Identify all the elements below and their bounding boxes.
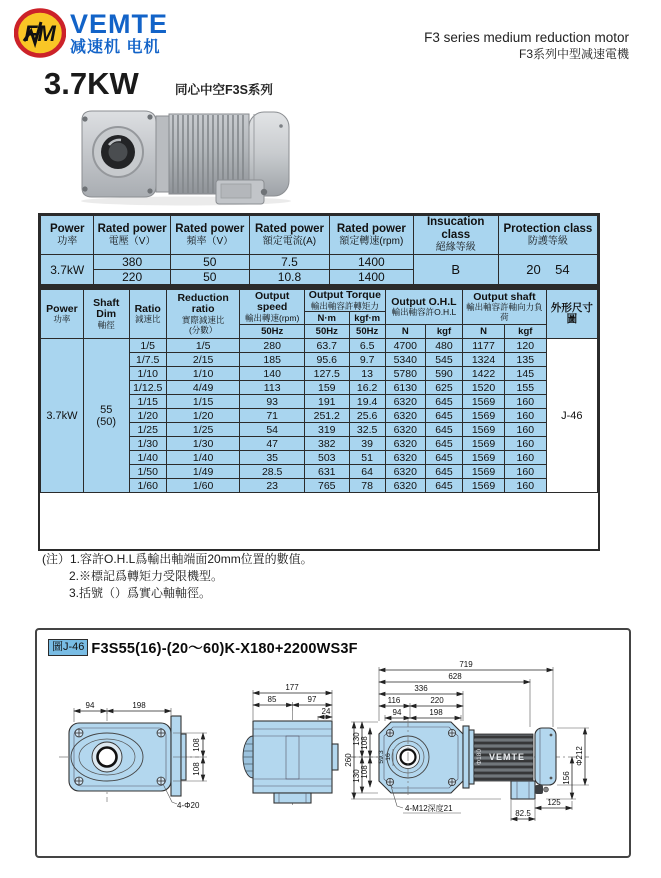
shaft-kgf-cell: 160 [504,409,546,423]
note-line: 3.括號（）爲實心軸軸徑。 [69,586,212,600]
output-speed-cell: 23 [240,479,305,493]
ohl-kgf-cell: 645 [425,437,462,451]
spec-table [40,215,598,285]
side-view [243,683,338,808]
dim-label: 198 [429,708,443,717]
torque-nm-cell: 319 [304,423,349,437]
ohl-n-cell: 6320 [385,423,425,437]
torque-nm-cell: 191 [304,395,349,409]
dim-label: 85 [267,695,277,704]
ratio-cell: 1/40 [129,451,166,465]
shaft-kgf-cell: 160 [504,437,546,451]
shaft-kgf-cell: 120 [504,339,546,353]
reduction-ratio-cell: 1/30 [166,437,240,451]
dim-label: Φ212 [575,746,584,766]
header-protection: Protection class 防護等級 [498,216,597,255]
shaft-kgf-cell: 160 [504,423,546,437]
current-value: 7.5 [249,255,329,270]
ohl-n-cell: 6320 [385,437,425,451]
torque-nm-cell: 251.2 [304,409,349,423]
dim-label: 108 [192,762,201,776]
dim-label: 108 [192,738,201,752]
frequency-value: 50 [170,270,249,285]
shaft-n-cell: 1177 [463,339,505,353]
brand-logo [14,8,168,58]
output-speed-cell: 54 [240,423,305,437]
header-n: N [385,325,425,339]
torque-nm-cell: 63.7 [304,339,349,353]
shaft-n-cell: 1569 [463,451,505,465]
shaft-n-cell: 1569 [463,437,505,451]
dim-label: 628 [448,672,462,681]
header-power: Power 功率 [41,216,94,255]
reduction-ratio-cell: 4/49 [166,381,240,395]
performance-table-wrapper [38,287,600,551]
frequency-value: 50 [170,255,249,270]
dim-label: 82.5 [515,809,531,818]
torque-nm-cell: 503 [304,451,349,465]
header-speed: Rated power 額定轉速(rpm) [330,216,414,255]
series-title-zh: F3系列中型减速電機 [518,46,629,61]
dim-label: 156 [562,771,571,785]
torque-kgfm-cell: 39 [349,437,385,451]
shaft-kgf-cell: 160 [504,395,546,409]
header-50hz: 50Hz [304,325,349,339]
dim-label: 94 [392,708,402,717]
ohl-n-cell: 5340 [385,353,425,367]
dimension-drawing [41,656,625,852]
dim-label: 177 [285,683,299,692]
header-nm: N·m [304,312,349,325]
ohl-n-cell: 6320 [385,395,425,409]
dim-label: 108 [360,736,369,750]
ohl-kgf-cell: 645 [425,479,462,493]
power-title: 3.7KW [44,66,139,101]
ohl-kgf-cell: 645 [425,423,462,437]
shaft-kgf-cell: 160 [504,465,546,479]
reduction-ratio-cell: 1/20 [166,409,240,423]
output-speed-cell: 280 [240,339,305,353]
ohl-n-cell: 6320 [385,479,425,493]
shaft-n-cell: 1520 [463,381,505,395]
product-photo [68,104,300,206]
speed-value: 1400 [330,255,414,270]
header-current: Rated power 額定電流(A) [249,216,329,255]
reduction-ratio-cell: 1/60 [166,479,240,493]
torque-kgfm-cell: 25.6 [349,409,385,423]
output-speed-cell: 28.5 [240,465,305,479]
torque-nm-cell: 382 [304,437,349,451]
series-title-en: F3 series medium reduction motor [424,30,629,45]
output-speed-cell: 185 [240,353,305,367]
dim-label: 108 [360,765,369,779]
ohl-kgf-cell: 645 [425,409,462,423]
header-output-speed: Output speed 輸出轉速(rpm) [240,290,305,325]
spec-row-380v [41,255,598,270]
ohl-n-cell: 4700 [385,339,425,353]
brand-tagline: 减速机 电机 [70,38,161,56]
header-output-shaft: Output shaft 輸出軸容許軸向力負荷 [463,290,547,325]
shaft-n-cell: 1422 [463,367,505,381]
shaft-n-cell: 1324 [463,353,505,367]
torque-nm-cell: 127.5 [304,367,349,381]
ohl-kgf-cell: 645 [425,451,462,465]
dim-label: 130 [352,732,361,746]
svg-text:FM: FM [24,21,56,46]
dim-label: 260 [344,753,353,767]
logo-mark-icon [14,8,66,58]
ratio-cell: 1/15 [129,395,166,409]
torque-kgfm-cell: 32.5 [349,423,385,437]
header-ratio: Ratio 減速比 [129,290,166,339]
perf-row [41,339,598,353]
figure-label: 圖J-46 [48,639,88,656]
spec-table-wrapper [38,213,600,287]
ratio-cell: 1/20 [129,409,166,423]
shaft-kgf-cell: 145 [504,367,546,381]
dim-label: 4-Φ20 [177,801,200,810]
dim-label: 130 [352,769,361,783]
output-speed-cell: 93 [240,395,305,409]
series-titles [424,30,629,62]
perf-table-body [41,339,598,493]
dim-label: 198 [132,701,146,710]
ohl-n-cell: 6320 [385,451,425,465]
torque-kgfm-cell: 6.5 [349,339,385,353]
torque-kgfm-cell: 19.4 [349,395,385,409]
torque-kgfm-cell: 9.7 [349,353,385,367]
header-shaft-dim: Shaft Dim 軸徑 [83,290,129,339]
torque-kgfm-cell: 64 [349,465,385,479]
ratio-cell: 1/10 [129,367,166,381]
table-empty-area [40,493,598,549]
ratio-cell: 1/12.5 [129,381,166,395]
shaft-kgf-cell: 160 [504,451,546,465]
dim-label: 116 [387,696,401,705]
ohl-kgf-cell: 480 [425,339,462,353]
ohl-kgf-cell: 545 [425,353,462,367]
ratio-cell: 1/7.5 [129,353,166,367]
dim-label: 4-M12深度21 [405,804,453,813]
ohl-kgf-cell: 625 [425,381,462,395]
reduction-ratio-cell: 1/5 [166,339,240,353]
output-speed-cell: 113 [240,381,305,395]
outline-ref-cell: J-46 [546,339,597,493]
torque-nm-cell: 95.6 [304,353,349,367]
ratio-cell: 1/5 [129,339,166,353]
voltage-value: 380 [94,255,170,270]
performance-table [40,289,598,493]
output-speed-cell: 35 [240,451,305,465]
shaft-kgf-cell: 160 [504,479,546,493]
ratio-cell: 1/25 [129,423,166,437]
header-power: Power 功率 [41,290,84,339]
output-speed-cell: 47 [240,437,305,451]
reduction-ratio-cell: 2/15 [166,353,240,367]
header-kgfm: kgf·m [349,312,385,325]
header-50hz: 50Hz [240,325,305,339]
shaft-n-cell: 1569 [463,423,505,437]
speed-value: 1400 [330,270,414,285]
header-n: N [463,325,505,339]
header-insulation: Insucation class 絕緣等級 [413,216,498,255]
ohl-n-cell: 6320 [385,409,425,423]
ratio-cell: 1/60 [129,479,166,493]
power-value: 3.7kW [41,255,94,285]
shaft-n-cell: 1569 [463,465,505,479]
dim-label: 220 [430,696,444,705]
ohl-n-cell: 6130 [385,381,425,395]
shaft-kgf-cell: 135 [504,353,546,367]
header-voltage: Rated power 電壓（V） [94,216,170,255]
header-kgf: kgf [425,325,462,339]
drawing-title [48,637,358,658]
header-frequency: Rated power 頻率（V） [170,216,249,255]
drawing-box [35,628,631,858]
ohl-kgf-cell: 645 [425,465,462,479]
note-line: (注）1.容許O.H.L爲輸出軸端面20mm位置的數值。 [42,552,313,566]
shaft-kgf-cell: 155 [504,381,546,395]
reduction-ratio-cell: 1/10 [166,367,240,381]
front-view [59,701,207,810]
ratio-cell: 1/50 [129,465,166,479]
header-kgf: kgf [504,325,546,339]
dim-label: 97 [307,695,317,704]
dim-label: 59.3 [378,750,385,764]
power-cell: 3.7kW [41,339,84,493]
model-number: F3S55(16)-(20～60)K-X180+2200WS3F [91,641,358,657]
output-speed-cell: 71 [240,409,305,423]
insulation-value: B [413,255,498,285]
protection-value: 20 54 [498,255,597,285]
ohl-kgf-cell: 645 [425,395,462,409]
motor-brand-label: VEMTE [488,752,526,762]
reduction-ratio-cell: 1/15 [166,395,240,409]
notes [42,551,313,602]
torque-kgfm-cell: 16.2 [349,381,385,395]
header-reduction-ratio: Reduction ratio 實際減速比 (分數） [166,290,240,339]
voltage-value: 220 [94,270,170,285]
dim-label: 336 [414,684,428,693]
header-output-ohl: Output O.H.L 輸出軸容許O.H.L [385,290,462,325]
motor-diameter-label: Φ180 [476,748,483,766]
output-speed-cell: 140 [240,367,305,381]
dim-label: 125 [547,798,561,807]
shaft-dim-cell: 55 (50) [83,339,129,493]
shaft-n-cell: 1569 [463,395,505,409]
brand-name: VEMTE [70,8,169,39]
dim-label: 16 [385,753,392,761]
reduction-ratio-cell: 1/25 [166,423,240,437]
shaft-n-cell: 1569 [463,409,505,423]
plan-view [344,660,589,821]
dim-label: 719 [459,660,473,669]
reduction-ratio-cell: 1/49 [166,465,240,479]
dim-label: 24 [321,707,331,716]
current-value: 10.8 [249,270,329,285]
ohl-n-cell: 6320 [385,465,425,479]
torque-kgfm-cell: 78 [349,479,385,493]
reduction-ratio-cell: 1/40 [166,451,240,465]
header-outline-drawing: 外形尺寸圖 [546,290,597,339]
torque-kgfm-cell: 51 [349,451,385,465]
series-label: 同心中空F3S系列 [175,83,273,97]
torque-kgfm-cell: 13 [349,367,385,381]
shaft-n-cell: 1569 [463,479,505,493]
torque-nm-cell: 765 [304,479,349,493]
note-line: 2.※標記爲轉矩力受限機型。 [69,569,224,583]
dim-label: 94 [85,701,95,710]
torque-nm-cell: 159 [304,381,349,395]
header-50hz: 50Hz [349,325,385,339]
ohl-n-cell: 5780 [385,367,425,381]
torque-nm-cell: 631 [304,465,349,479]
header-output-torque: Output Torque 輸出軸容許轉矩力 [304,290,385,312]
ratio-cell: 1/30 [129,437,166,451]
ohl-kgf-cell: 590 [425,367,462,381]
